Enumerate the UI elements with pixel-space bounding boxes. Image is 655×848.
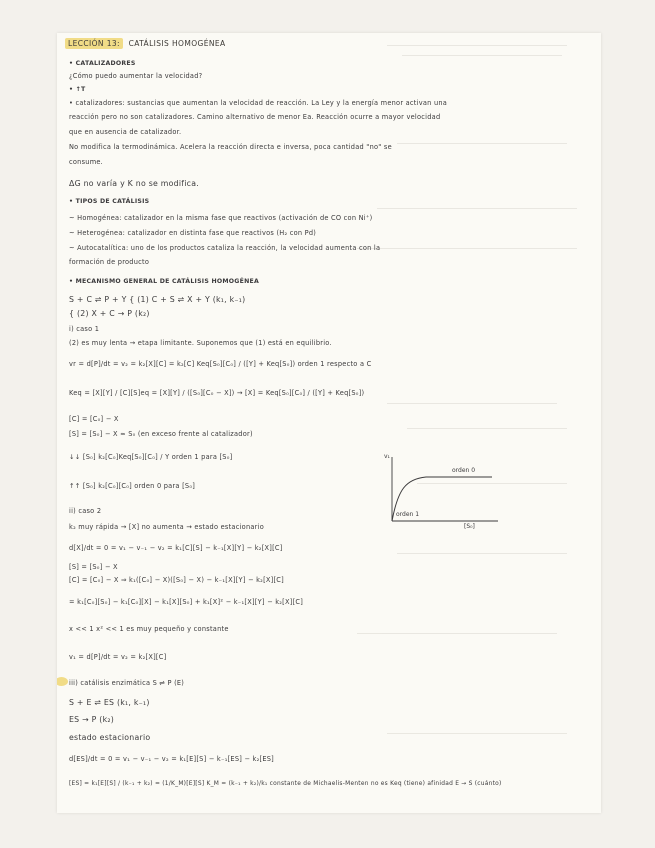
sketch-order0-label: orden 0 [452,467,476,474]
note-line: ↓↓ [S₀] k₂[C₀]Keq[S₀][C₀] / Y orden 1 para [S₀] [69,453,233,461]
note-line: [C] = [C₀] − X [69,415,119,423]
note-line: • catalizadores: sustancias que aumentan la velocidad de reacción. La Ley y la energía menor activan una [69,99,448,107]
note-line: { (2) X + C → P (k₂) [69,309,150,318]
note-line: • MECANISMO GENERAL DE CATÁLISIS HOMOGÉNEA [69,278,260,285]
notebook-page [57,33,601,813]
note-line: ¿Cómo puedo aumentar la velocidad? [69,72,203,80]
note-line: ↑↑ [S₀] k₂[C₀][C₀] orden 0 para [S₀] [69,482,196,490]
rate-vs-substrate-sketch [382,453,502,531]
note-line: = k₁[C₀][S₀] − k₁[C₀][X] − k₁[X][S₀] + k₁[X]² − k₋₁[X][Y] − k₂[X][C] [69,598,304,606]
note-line: que en ausencia de catalizador. [69,128,182,136]
note-line: ii) caso 2 [69,507,102,515]
note-line: v₁ = d[P]/dt = v₂ = k₂[X][C] [69,653,167,661]
sketch-axes [382,453,502,531]
note-line: S + C ⇌ P + Y { (1) C + S ⇌ X + Y (k₁, k₋₁) [69,295,246,304]
note-line: consume. [69,158,104,166]
note-line: • CATALIZADORES [69,60,136,67]
note-line: ES → P (k₂) [69,715,115,724]
lesson-topic: CATÁLISIS HOMOGÉNEA [128,39,226,48]
note-line: S + E ⇌ ES (k₁, k₋₁) [69,698,150,707]
sketch-x-label: [S₀] [464,523,475,530]
note-line: iii) catálisis enzimática S ⇌ P (E) [69,679,185,687]
sketch-order1-label: orden 1 [396,511,420,518]
note-line: • ↑T [69,86,86,93]
lesson-number: LECCIÓN 13: [65,38,123,49]
note-line: Keq = [X][Y] / [C][S]eq = [X][Y] / ([S₀][C₀ − X]) → [X] = Keq[S₀][C₀] / ([Y] + Keq[S₀]) [69,389,365,397]
note-line: [S] = [S₀] − X ≈ S₀ (en exceso frente al catalizador) [69,430,253,438]
note-line: [S] = [S₀] − X [69,563,118,571]
note-line: vr = d[P]/dt = v₂ = k₂[X][C] = k₂[C] Keq[S₀][C₀] / ([Y] + Keq[S₀]) orden 1 respecto a C [69,360,372,368]
note-line: (2) es muy lenta → etapa limitante. Suponemos que (1) está en equilibrio. [69,339,332,347]
note-line: d[ES]/dt = 0 = v₁ − v₋₁ − v₂ = k₁[E][S] − k₋₁[ES] − k₂[ES] [69,755,275,763]
note-line: [ES] = k₁[E][S] / (k₋₁ + k₂) = (1/K_M)[E][S] K_M = (k₋₁ + k₂)/k₁ constante de Michaelis-Menten no es Keq (tiene) afinidad E → S (cuánto) [69,781,502,787]
note-line: ΔG no varía y K no se modifica. [69,179,199,188]
note-line: ~ Autocatalítica: uno de los productos cataliza la reacción, la velocidad aumenta con la [69,244,381,252]
note-line: estado estacionario [69,733,151,742]
note-line: ~ Heterogénea: catalizador en distinta fase que reactivos (H₂ con Pd) [69,229,317,237]
note-line: reacción pero no son catalizadores. Camino alternativo de menor Ea. Reacción ocurre a mayor velocidad [69,113,441,121]
note-line: k₂ muy rápida → [X] no aumenta → estado estacionario [69,523,264,531]
lesson-heading [65,39,226,48]
note-line: No modifica la termodinámica. Acelera la reacción directa e inversa, poca cantidad "no" se [69,143,392,151]
note-line: • TIPOS DE CATÁLISIS [69,198,150,205]
note-line: ~ Homogénea: catalizador en la misma fase que reactivos (activación de CO con Ni⁺) [69,214,373,222]
note-line: x << 1 x² << 1 es muy pequeño y constante [69,625,229,633]
note-line: d[X]/dt = 0 = v₁ − v₋₁ − v₂ = k₁[C][S] − k₋₁[X][Y] − k₂[X][C] [69,544,283,552]
note-line: [C] = [C₀] − X ⇒ k₁([C₀] − X)([S₀] − X) − k₋₁[X][Y] − k₂[X][C] [69,576,284,584]
sketch-y-label: v₁ [384,453,390,460]
note-line: formación de producto [69,258,150,266]
note-line: i) caso 1 [69,325,100,333]
